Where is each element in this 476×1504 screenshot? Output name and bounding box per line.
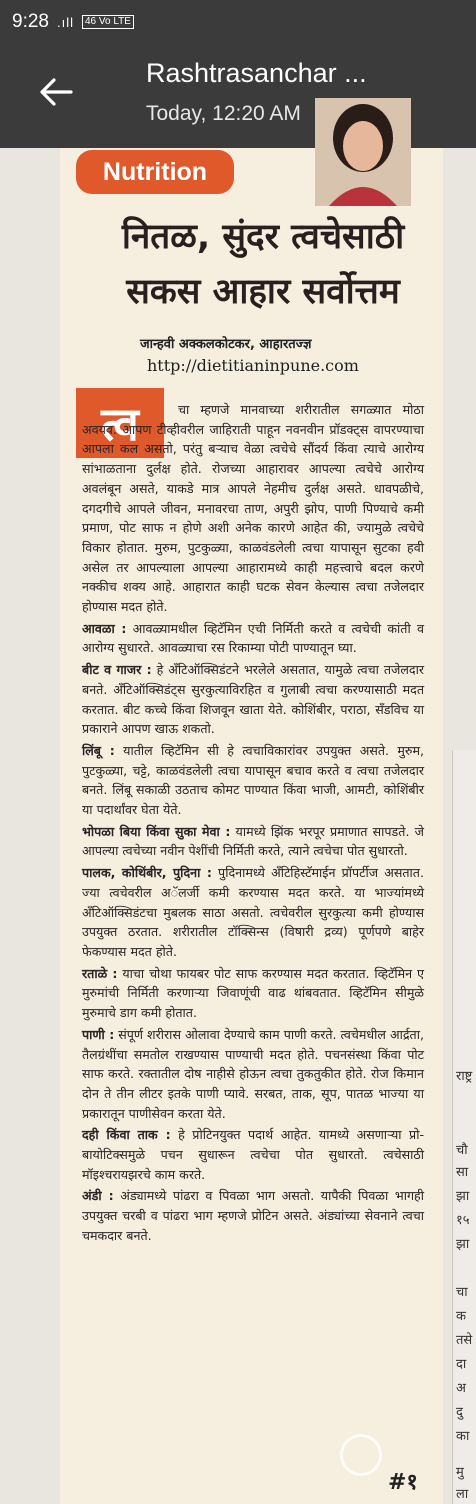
adjacent-column-text: क xyxy=(456,1309,466,1324)
item-text: संपूर्ण शरीरास ओलावा देण्याचे काम पाणी करते. त्वचेमधील आर्द्रता, तैलग्रंथींचा समतोल राखण्यास पाण्याची मदत होते. पचनसंस्था किंवा पोट साफ करते. रक्तातील दोष नाहीसे होऊन त्वचा तुकतुकीत होते. रोज किमान दोन ते तीन लीटर इतके पाणी प्यावे. सरबत, ताक, सूप, पातळ भाज्या या प्रकारातून पाणीसेवन करता येते. xyxy=(82,1026,424,1121)
status-bar xyxy=(12,8,134,36)
item-lead: पालक, कोथिंबीर, पुदिना : xyxy=(82,865,212,881)
adjacent-column-text: झा xyxy=(456,1237,470,1252)
clock: 9:28 xyxy=(12,11,49,32)
author-url: http://dietitianinpune.com xyxy=(147,356,359,375)
adjacent-column-text: चौ xyxy=(456,1143,468,1158)
item-text: पुदिनामध्ये अँटिहिस्टॅमाईन प्रॉपर्टीज असतात. ज्या त्वचेवरील अॅलर्जी कमी करण्यास मदत करते. या भाज्यांमध्ये अँटिऑक्सिडंटचा मुबलक साठा असतो. त्वचेवरील सुरकुत्या कमी होण्यास उपयुक्त ठरतात. शरीरातील टॉक्सिन्स (विषारी द्रव्य) पूर्णपणे बाहेर फेकण्यास मदत होते. xyxy=(82,865,424,959)
timestamp: Today, 12:20 AM xyxy=(146,102,301,125)
item-lead: रताळे : xyxy=(82,965,118,981)
headline-line: सकस आहार सर्वोत्तम xyxy=(126,272,400,312)
headline-line: नितळ, सुंदर त्वचेसाठी xyxy=(121,217,405,257)
signal-icon: .ıll xyxy=(56,14,74,30)
item-text: यामध्ये झिंक भरपूर प्रमाणात सापडते. जे आपल्या त्वचेच्या नवीन पेशींची निर्मिती करते, त्याने त्वचेचा पोत सुधारतो. xyxy=(82,823,424,859)
paragraph xyxy=(82,1025,424,1124)
adjacent-column-text: झा xyxy=(456,1189,470,1204)
adjacent-column-text: अ xyxy=(456,1381,466,1396)
drop-cap: त्व xyxy=(76,388,164,458)
paragraph xyxy=(82,619,424,658)
item-text: आवळ्यामधील व्हिटॅमिन एची निर्मिती करते व त्वचेची कांती व आरोग्य सुधारते. आवळ्याचा रस रिकाम्या पोटी पाण्यातून घ्या. xyxy=(82,620,424,656)
adjacent-column-text: का xyxy=(456,1429,470,1444)
adjacent-column-text: चा xyxy=(456,1285,468,1300)
page-marker: #१ xyxy=(388,1470,418,1495)
item-text: हे अँटिऑक्सिडंटने भरलेले असतात, यामुळे त्वचा तजेलदार बनते. अँटिऑक्सिडंट्स सुरकुत्याविरहित व गुलाबी त्वचा करण्यासाठी मदत करतात. बीट कच्चे किंवा शिजवून खाता येते. कोशिंबीर, पराठा, सँडविच या प्रकाराने आपण खाऊ शकतो. xyxy=(82,662,424,737)
item-lead: लिंबू : xyxy=(82,742,115,758)
author-photo xyxy=(315,98,411,206)
adjacent-column-text: सा xyxy=(456,1165,469,1180)
item-lead: बीट व गाजर : xyxy=(82,662,152,678)
paragraph xyxy=(82,1125,424,1184)
back-button[interactable] xyxy=(34,70,78,114)
byline: जान्हवी अक्कलकोटकर, आहारतज्ज्ञ xyxy=(140,337,312,352)
item-lead: दही किंवा ताक : xyxy=(82,1127,171,1143)
adjacent-column-text: मु xyxy=(456,1465,464,1480)
adjacent-column-text: १५ xyxy=(456,1213,470,1228)
adjacent-column-text: ला xyxy=(456,1487,469,1502)
item-lead: भोपळा बिया किंवा सुका मेवा : xyxy=(82,823,231,839)
touch-indicator xyxy=(340,1434,382,1476)
item-text: याचा चोथा फायबर पोट साफ करण्यास मदत करतात. व्हिटॅमिन ए मुरुमांची निर्मिती करणाऱ्या जिवाणूंची वाढ थांबवतात. व्हिटॅमिन सीमुळे मुरुमाचे डाग कमी होतात. xyxy=(82,965,424,1021)
paragraph xyxy=(82,863,424,962)
person-icon xyxy=(315,98,411,206)
paragraph xyxy=(82,822,424,861)
arrow-left-icon xyxy=(39,77,73,107)
paragraph xyxy=(82,660,424,739)
item-lead: अंडी : xyxy=(82,1188,114,1204)
paragraph xyxy=(82,964,424,1023)
page-title: Rashtrasanchar ... xyxy=(146,58,367,88)
adjacent-column-text: राष्ट्र xyxy=(456,1069,473,1084)
article-body xyxy=(82,400,424,1248)
paragraph xyxy=(82,741,424,820)
adjacent-column-text: दा xyxy=(456,1357,467,1372)
adjacent-column-text: दु xyxy=(456,1405,463,1420)
network-icon: 46 Vo LTE xyxy=(82,15,134,29)
item-text: अंड्यामध्ये पांढरा व पिवळा भाग असतो. यापैकी पिवळा भागही उपयुक्त चरबी व पांढरा भाग म्हणजे प्रोटिन असते. अंड्यांच्या सेवनाने त्वचा चमकदार बनते. xyxy=(82,1188,424,1243)
item-text: यातील व्हिटॅमिन सी हे त्वचाविकारांवर उपयुक्त असते. मुरुम, पुटकुळ्या, चट्टे, काळवंडलेली त्वचा यापासून बचाव करते व त्वचा तजेलदार बनते. लिंबू सकाळी उठताच कोमट पाण्यात किंवा भाजी, आमटी, कोशिंबीर या पदार्थांवर घेता येते. xyxy=(82,742,424,818)
item-lead: आवळा : xyxy=(82,620,127,636)
article-headline xyxy=(86,210,440,320)
paragraph: चा म्हणजे मानवाच्या शरीरातील सगळ्यात मोठा अवयव. आपण टीव्हीवरील जाहिराती पाहून नवनवीन प्रॉडक्ट्स वापरण्याचा आपला कल असतो, परंतु बऱ्याच वेळा त्वचेचे सौंदर्य किंवा त्याचे आरोग्य सांभाळताना दुर्लक्ष होते. रोजच्या आहारावर आपल्या त्वचेचे आरोग्य अवलंबून असते, याकडे मात्र आपले नेहमीच दुर्लक्ष असते. धावपळीचे, दगदगीचे आपले जीवन, मनावरचा ताण, अपुरी झोप, पाणी पिण्याचे कमी प्रमाण, पोट साफ न होणे अशी अनेक कारणे आहेत की, ज्यामुळे त्वचेचे विकार होतात. मुरुम, पुटकुळ्या, काळवंडलेली त्वचा यापासून सुटका हवी असेल तर आपल्याला आपल्या आहारामध्ये काही महत्त्वाचे बदल करणे नक्कीच शक्य आहे. आहारात काही घटक सेवन केल्यास त्वचा तजेलदार होण्यास मदत होते. xyxy=(82,402,424,615)
paragraph xyxy=(82,1186,424,1245)
item-text: हे प्रोटिनयुक्त पदार्थ आहेत. यामध्ये असणाऱ्या प्रो-बायोटिक्समुळे पचन सुधारून त्वचेचा पोत सुधारतो. त्वचेसाठी मॉइश्चरायझरचे काम करते. xyxy=(82,1127,424,1182)
adjacent-column-text: तसे xyxy=(456,1333,473,1348)
item-lead: पाणी : xyxy=(82,1026,115,1042)
section-tag: Nutrition xyxy=(76,150,234,194)
